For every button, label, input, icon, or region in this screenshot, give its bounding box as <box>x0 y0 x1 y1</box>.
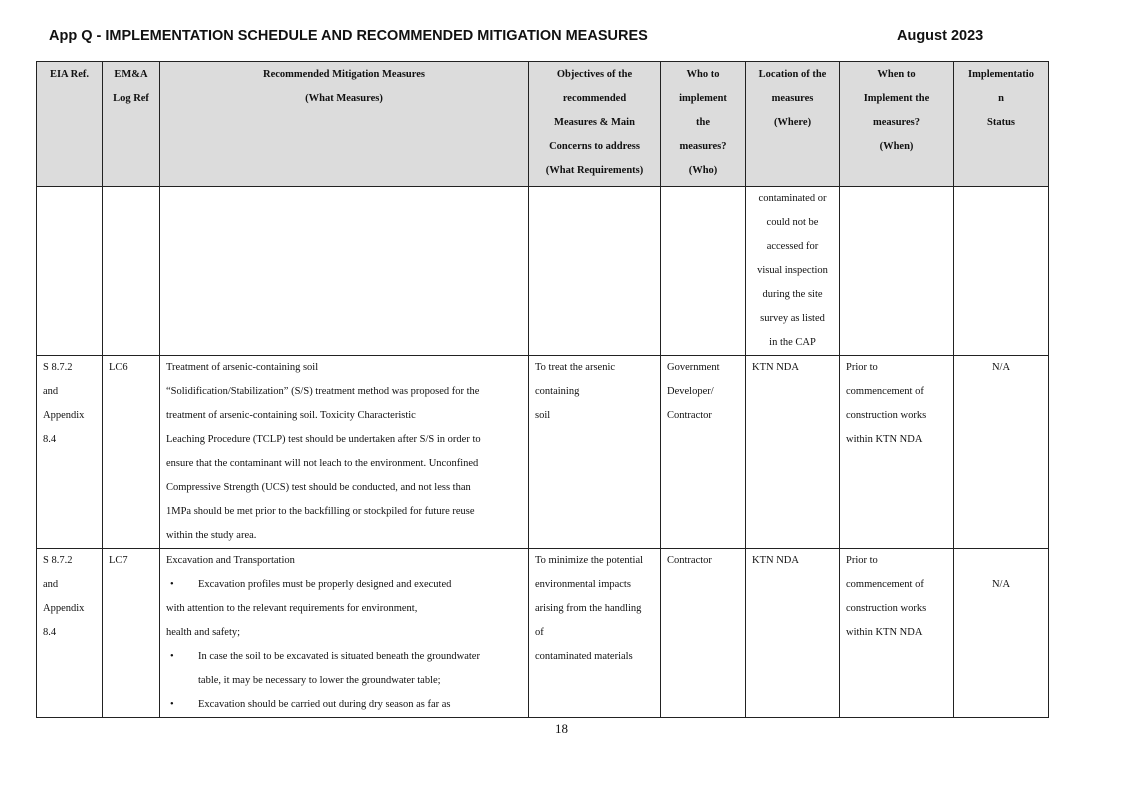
cell-where <box>746 549 840 718</box>
bullet-icon: • <box>170 699 174 710</box>
bullet-text: Excavation should be carried out during dry season as far as <box>198 699 451 710</box>
column-header-line: recommended <box>562 93 627 104</box>
cell-eia-ref <box>37 549 103 718</box>
measures-bullet-line: health and safety; <box>166 627 241 638</box>
column-header-log-ref <box>103 62 160 187</box>
eia-ref-line: Appendix <box>43 410 85 421</box>
when-line: construction works <box>846 603 927 614</box>
column-header-line: the <box>696 117 710 128</box>
column-header-objectives <box>529 62 661 187</box>
objectives-line: contaminated materials <box>535 651 633 662</box>
who-line: Contractor <box>667 410 712 421</box>
bullet-icon: • <box>170 651 174 662</box>
column-header-line: Objectives of the <box>556 69 633 80</box>
where-line: during the site <box>762 289 823 300</box>
where-line: KTN NDA <box>752 555 799 566</box>
column-header-line: EIA Ref. <box>49 69 90 80</box>
cell-log-ref <box>103 356 160 549</box>
eia-ref-line: Appendix <box>43 603 85 614</box>
objectives-line: To minimize the potential <box>535 555 644 566</box>
bullet-text: Excavation profiles must be properly designed and executed <box>198 579 452 590</box>
cell-measures <box>160 187 529 356</box>
who-line: Developer/ <box>667 386 714 397</box>
measures-bullet-line <box>166 645 522 669</box>
when-line: commencement of <box>846 579 924 590</box>
who-line: Government <box>667 362 720 373</box>
eia-ref-line: 8.4 <box>43 434 57 445</box>
cell-when <box>840 549 954 718</box>
cell-who <box>661 187 746 356</box>
column-header-when <box>840 62 954 187</box>
measures-bullet-line <box>166 573 522 597</box>
when-line: within KTN NDA <box>846 434 923 445</box>
mitigation-schedule-table <box>36 61 1049 718</box>
where-line: visual inspection <box>757 265 828 276</box>
column-header-line: (What Requirements) <box>545 165 644 176</box>
column-header-measures <box>160 62 529 187</box>
objectives-line: environmental impacts <box>535 579 631 590</box>
column-header-line: n <box>998 93 1004 104</box>
cell-status <box>954 549 1049 718</box>
column-header-line: Status <box>986 117 1015 128</box>
where-line: contaminated or <box>758 193 827 204</box>
eia-ref-line: S 8.7.2 <box>43 362 73 373</box>
column-header-who <box>661 62 746 187</box>
column-header-line: Recommended Mitigation Measures <box>263 69 425 80</box>
measures-line: Leaching Procedure (TCLP) test should be undertaken after S/S in order to <box>166 434 481 445</box>
where-line: could not be <box>766 217 819 228</box>
column-header-where <box>746 62 840 187</box>
column-header-line: Implement the <box>863 93 930 104</box>
who-line: Contractor <box>667 555 712 566</box>
cell-log-ref <box>103 549 160 718</box>
column-header-line: (When) <box>879 141 914 152</box>
measures-line: Treatment of arsenic-containing soil <box>166 362 319 373</box>
objectives-line: To treat the arsenic <box>535 362 616 373</box>
column-header-eia-ref <box>37 62 103 187</box>
measures-bullet-line: table, it may be necessary to lower the groundwater table; <box>198 675 441 686</box>
when-line: commencement of <box>846 386 924 397</box>
measures-line: “Solidification/Stabilization” (S/S) treatment method was proposed for the <box>166 386 480 397</box>
log-ref-value: LC7 <box>109 555 128 566</box>
objectives-line: containing <box>535 386 580 397</box>
column-header-line: Implementatio <box>968 69 1034 80</box>
table-row <box>37 187 1049 356</box>
measures-title: Excavation and Transportation <box>166 555 295 566</box>
column-header-line: EM&A <box>114 69 148 80</box>
column-header-line: implement <box>679 93 727 104</box>
status-value: N/A <box>991 579 1011 590</box>
column-header-line: Location of the <box>758 69 827 80</box>
column-header-line: (Where) <box>773 117 812 128</box>
status-value <box>960 549 1042 573</box>
measures-line: Compressive Strength (UCS) test should be conducted, and not less than <box>166 482 471 493</box>
bullet-icon: • <box>170 579 174 590</box>
when-line: within KTN NDA <box>846 627 923 638</box>
eia-ref-line: and <box>43 579 59 590</box>
log-ref-value: LC6 <box>109 362 128 373</box>
objectives-line: of <box>535 627 544 638</box>
eia-ref-line: and <box>43 386 59 397</box>
table-row <box>37 356 1049 549</box>
document-date: August 2023 <box>897 28 984 44</box>
measures-line: 1MPa should be met prior to the backfilling or stockpiled for future reuse <box>166 506 475 517</box>
measures-line: ensure that the contaminant will not leach to the environment. Unconfined <box>166 458 479 469</box>
bullet-text: In case the soil to be excavated is situated beneath the groundwater <box>198 651 480 662</box>
objectives-line: arising from the handling <box>535 603 642 614</box>
where-line: in the CAP <box>769 337 816 348</box>
cell-who <box>661 356 746 549</box>
cell-where <box>746 356 840 549</box>
cell-eia-ref <box>37 356 103 549</box>
column-header-line: measures <box>771 93 814 104</box>
cell-measures <box>160 549 529 718</box>
measures-line: treatment of arsenic-containing soil. Toxicity Characteristic <box>166 410 416 421</box>
where-line: survey as listed <box>760 313 825 324</box>
cell-where <box>746 187 840 356</box>
column-header-line: Measures & Main <box>554 117 635 128</box>
column-header-line: measures? <box>679 141 727 152</box>
cell-when <box>840 187 954 356</box>
column-header-line: When to <box>877 69 916 80</box>
cell-objectives <box>529 187 661 356</box>
where-line: accessed for <box>766 241 819 252</box>
cell-objectives <box>529 549 661 718</box>
column-header-line: (Who) <box>688 165 718 176</box>
column-header-line: (What Measures) <box>305 93 383 104</box>
document-title: App Q - IMPLEMENTATION SCHEDULE AND RECOMMENDED MITIGATION MEASURES <box>49 28 648 44</box>
table-header-row <box>37 62 1049 187</box>
cell-when <box>840 356 954 549</box>
when-line: Prior to <box>846 362 878 373</box>
status-value: N/A <box>991 362 1011 373</box>
cell-objectives <box>529 356 661 549</box>
cell-who <box>661 549 746 718</box>
eia-ref-line: S 8.7.2 <box>43 555 73 566</box>
measures-bullet-line <box>166 693 522 717</box>
measures-line: within the study area. <box>166 530 257 541</box>
when-line: construction works <box>846 410 927 421</box>
cell-measures <box>160 356 529 549</box>
where-line: KTN NDA <box>752 362 799 373</box>
when-line: Prior to <box>846 555 878 566</box>
objectives-line: soil <box>535 410 551 421</box>
cell-log-ref <box>103 187 160 356</box>
column-header-line: measures? <box>872 117 921 128</box>
eia-ref-line: 8.4 <box>43 627 57 638</box>
cell-status <box>954 187 1049 356</box>
measures-bullet-line: with attention to the relevant requirements for environment, <box>166 603 418 614</box>
page-number: 18 <box>555 721 568 736</box>
column-header-status <box>954 62 1049 187</box>
column-header-line: Concerns to address <box>549 141 640 152</box>
column-header-line: Log Ref <box>113 93 149 104</box>
table-row <box>37 549 1049 718</box>
column-header-line: Who to <box>686 69 720 80</box>
cell-status <box>954 356 1049 549</box>
cell-eia-ref <box>37 187 103 356</box>
